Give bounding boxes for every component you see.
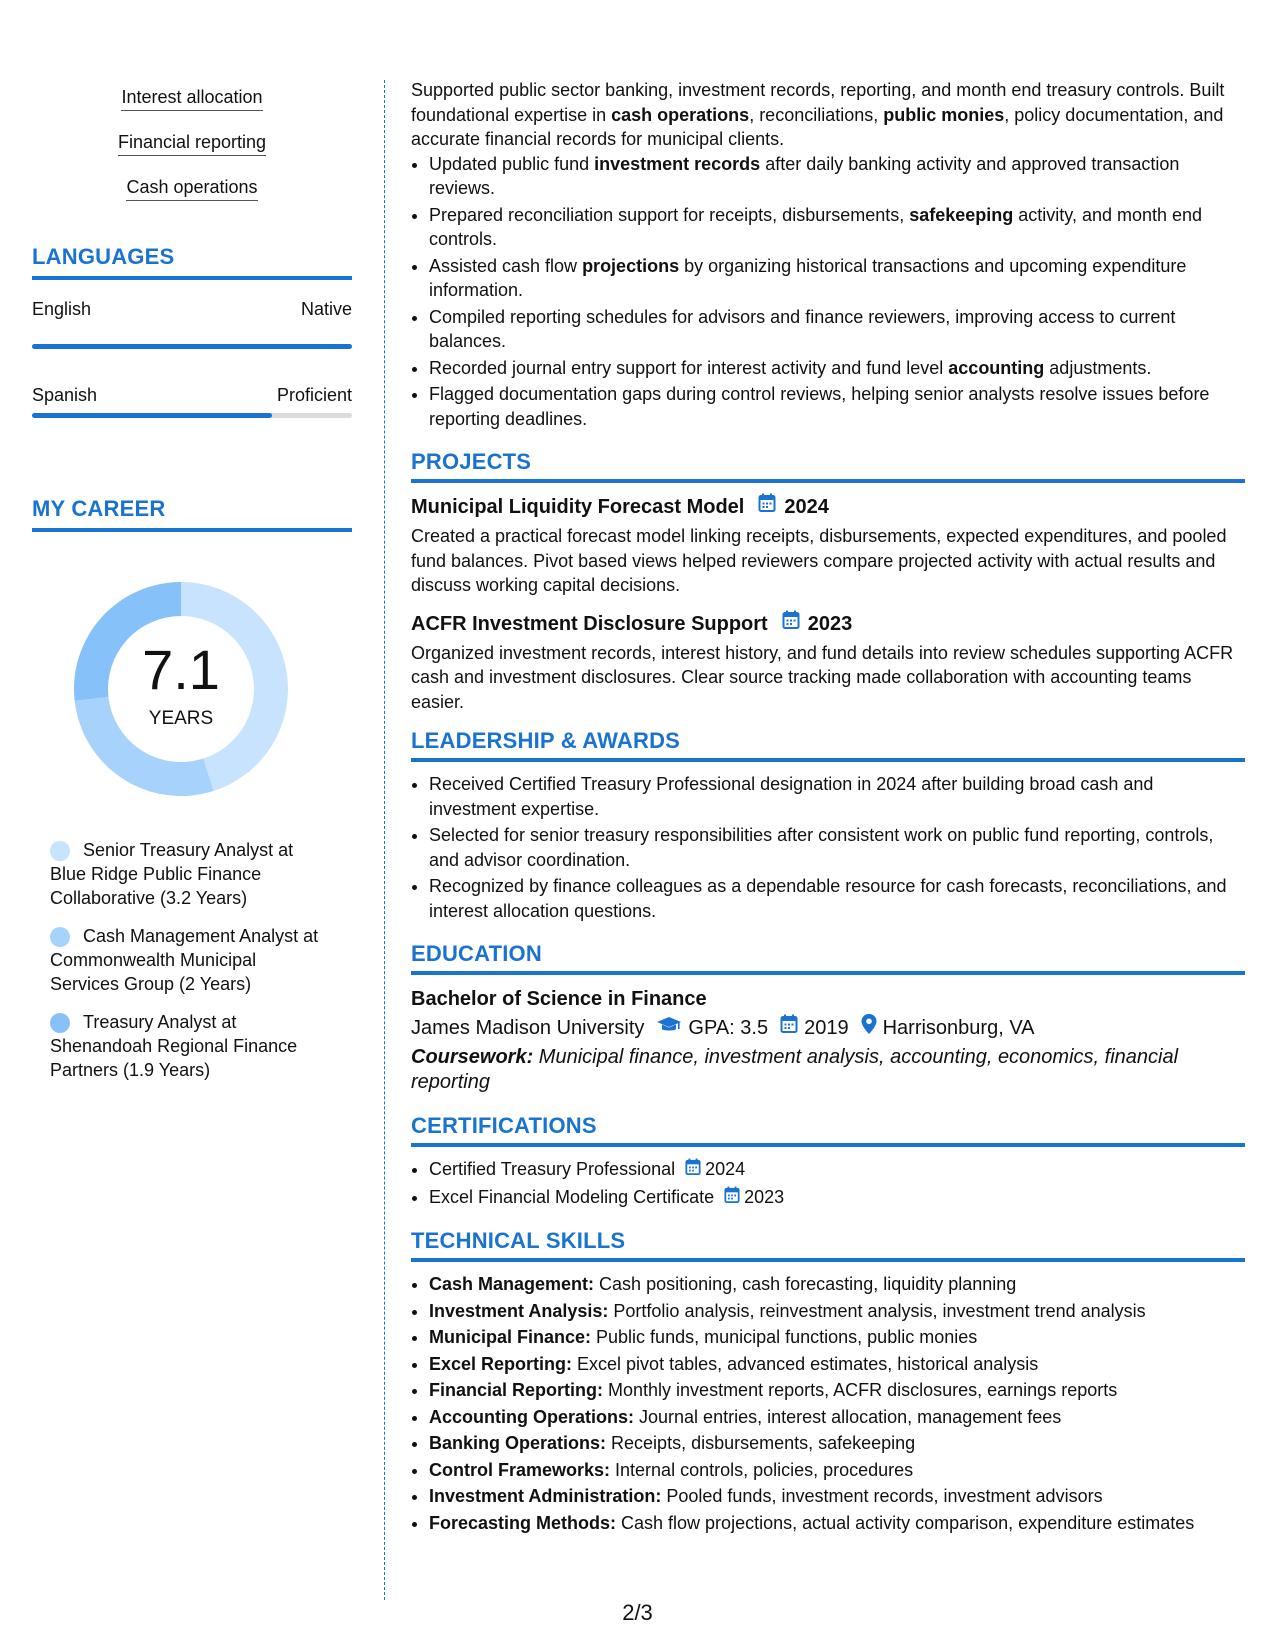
experience-bullets [411,152,1245,432]
project-year: 2024 [784,496,829,518]
skill-tag: Cash operations [126,175,257,201]
skill-item [429,1458,1245,1483]
experience-bullet [429,203,1245,252]
language-proficiency-fill [32,344,352,349]
certification-year: 2024 [705,1159,746,1179]
school-location: Harrisonburg, VA [882,1017,1035,1039]
career-legend [50,838,330,1096]
experience-bullet [429,305,1245,354]
keyword-highlight: public monies [883,104,1005,125]
skill-item [429,1352,1245,1377]
main-content [411,78,1245,1537]
career-years-unit: YEARS [148,708,214,729]
career-legend-text: Treasury Analyst at Shenandoah Regional Finance Partners (1.9 Years) [50,1012,298,1080]
career-legend-text: Cash Management Analyst at Commonwealth Municipal Services Group (2 Years) [50,926,319,994]
technical-skills-list [411,1272,1245,1535]
skill-value: Public funds, municipal functions, public monies [591,1327,978,1347]
text-run: , policy documentation, and accurate financial records for municipal clients. [411,104,1224,149]
project-name: ACFR Investment Disclosure Support [411,612,768,635]
language-proficiency-bar [32,344,352,349]
experience-summary [411,78,1245,152]
graduation-year: 2019 [804,1017,849,1039]
skill-label: Accounting Operations: [429,1406,635,1427]
certification-year: 2023 [744,1186,785,1207]
gpa: GPA: 3.5 [688,1017,769,1039]
graduation-cap-icon [656,1013,682,1043]
certification-item [429,1157,1245,1183]
skill-label: Investment Administration: [429,1486,662,1506]
projects-heading: PROJECTS [411,449,1245,483]
certifications-list [411,1157,1245,1210]
skill-label: Excel Reporting: [429,1353,573,1374]
legend-dot [50,841,70,861]
keyword-highlight: cash operations [611,104,750,125]
experience-bullet [429,152,1245,201]
text-run: by organizing historical transactions and upcoming expenditure information. [429,255,1187,300]
skill-value: Portfolio analysis, reinvestment analysis, investment trend analysis [608,1300,1146,1321]
skill-item [429,1299,1245,1324]
experience-bullet [429,382,1245,431]
skill-value: Pooled funds, investment records, investment advisors [661,1486,1103,1506]
skill-label: Banking Operations: [429,1433,607,1453]
skill-value: Monthly investment reports, ACFR disclosures, earnings reports [603,1380,1118,1400]
skill-value: Journal entries, interest allocation, management fees [634,1406,1062,1427]
experience-bullet [429,254,1245,303]
skill-label: Investment Analysis: [429,1300,609,1321]
text-run: Supported public sector banking, investment records, reporting, and month end treasury controls. Built foundational expertise in [411,80,1225,125]
skill-item [429,1378,1245,1403]
technical-skills-heading: TECHNICAL SKILLS [411,1228,1245,1262]
language-proficiency-bar [32,413,352,418]
skill-tags [32,85,352,220]
skill-item [429,1431,1245,1456]
keyword-highlight: safekeeping [909,204,1014,225]
text-run: Flagged documentation gaps during control reviews, helping senior analysts resolve issues before reporting deadlines. [429,384,1210,429]
career-heading: MY CAREER [32,496,352,532]
skill-value: Excel pivot tables, advanced estimates, historical analysis [572,1353,1039,1374]
location-pin-icon [861,1013,877,1043]
skill-value: Receipts, disbursements, safekeeping [606,1433,916,1453]
text-run: Prepared reconciliation support for receipts, disbursements, [429,204,910,225]
text-run: activity, and month end controls. [429,204,1203,249]
language-proficiency-fill [32,413,272,418]
calendar-icon [724,1186,740,1211]
skill-item [429,1511,1245,1536]
education-heading: EDUCATION [411,941,1245,975]
sidebar [32,0,352,1600]
project-description: Organized investment records, interest history, and fund details into review schedules supporting ACFR cash and investment disclosures. Clear source tracking made collaboration with accounting teams easier. [411,642,1234,712]
awards-list [411,772,1245,923]
text-run: Updated public fund [429,153,595,174]
calendar-icon [758,493,776,521]
project-item [411,493,1245,598]
skill-label: Financial Reporting: [429,1380,604,1400]
text-run: adjustments. [1044,357,1152,378]
skill-label: Forecasting Methods: [429,1512,617,1533]
coursework-label: Coursework: [411,1046,534,1068]
school-name: James Madison University [411,1017,645,1039]
certifications-heading: CERTIFICATIONS [411,1113,1245,1147]
language-row [32,299,352,320]
skill-tag: Financial reporting [118,130,266,156]
keyword-highlight: projections [582,255,680,276]
column-divider [384,80,385,1600]
language-row [32,385,352,406]
project-name: Municipal Liquidity Forecast Model [411,496,745,518]
calendar-icon [782,610,800,638]
language-level: Proficient [276,385,352,405]
page-number: 2/3 [622,1600,653,1625]
keyword-highlight: investment records [594,153,761,174]
text-run: Recorded journal entry support for interest activity and fund level [429,357,949,378]
skill-value: Cash positioning, cash forecasting, liquidity planning [594,1274,1017,1294]
calendar-icon [780,1013,798,1043]
language-name: English [32,299,92,319]
skill-label: Municipal Finance: [429,1327,592,1347]
project-year: 2023 [807,612,853,635]
skill-item [429,1325,1245,1350]
career-donut-chart [68,576,294,802]
text-run: Assisted cash flow [429,255,583,276]
language-name: Spanish [32,385,98,405]
experience-bullet [429,356,1245,381]
skill-label: Cash Management: [429,1274,595,1294]
language-level: Native [300,299,352,319]
keyword-highlight: accounting [948,357,1045,378]
degree: Bachelor of Science in Finance [411,988,707,1010]
coursework [411,1045,1245,1095]
text-run: after daily banking activity and approved transaction reviews. [429,153,1180,198]
career-legend-text: Senior Treasury Analyst at Blue Ridge Public Finance Collaborative (3.2 Years) [50,840,294,908]
award-item: • Recognized by finance colleagues as a dependable resource for cash forecasts, reconciliations, and interest allocation questions. [429,874,1245,923]
skill-item [429,1272,1245,1297]
calendar-icon [685,1158,701,1183]
skill-label: Control Frameworks: [429,1459,611,1480]
skill-tag: Interest allocation [121,85,262,111]
certification-name: Certified Treasury Professional [429,1159,676,1179]
certification-item [429,1185,1245,1211]
award-item: • Selected for senior treasury responsibilities after consistent work on public fund reporting, controls, and advisor coordination. [429,823,1245,872]
coursework-text: Municipal finance, investment analysis, accounting, economics, financial reporting [411,1046,1179,1093]
certification-name: Excel Financial Modeling Certificate [429,1186,715,1207]
career-legend-item [50,838,330,910]
text-run: Compiled reporting schedules for advisors and finance reviewers, improving access to current balances. [429,306,1176,351]
skill-value: Cash flow projections, actual activity comparison, expenditure estimates [616,1512,1195,1533]
awards-heading: LEADERSHIP & AWARDS [411,728,1245,762]
legend-dot [50,927,70,947]
education-details [411,1013,1245,1043]
project-description: Created a practical forecast model linking receipts, disbursements, expected expenditures, and pooled fund balances. Pivot based views helped reviewers compare projected activity with actual results and discuss working capital decisions. [411,526,1227,595]
skill-value: Internal controls, policies, procedures [610,1459,914,1480]
career-legend-item [50,924,330,996]
text-run: , reconciliations, [749,104,884,125]
languages-heading: LANGUAGES [32,244,352,280]
skill-item [429,1405,1245,1430]
legend-dot [50,1013,70,1033]
project-item [411,610,1245,715]
career-legend-item [50,1010,330,1082]
award-item: • Received Certified Treasury Professional designation in 2024 after building broad cash and investment expertise. [429,772,1245,821]
career-total-years: 7.1 [142,638,220,701]
skill-item [429,1484,1245,1509]
